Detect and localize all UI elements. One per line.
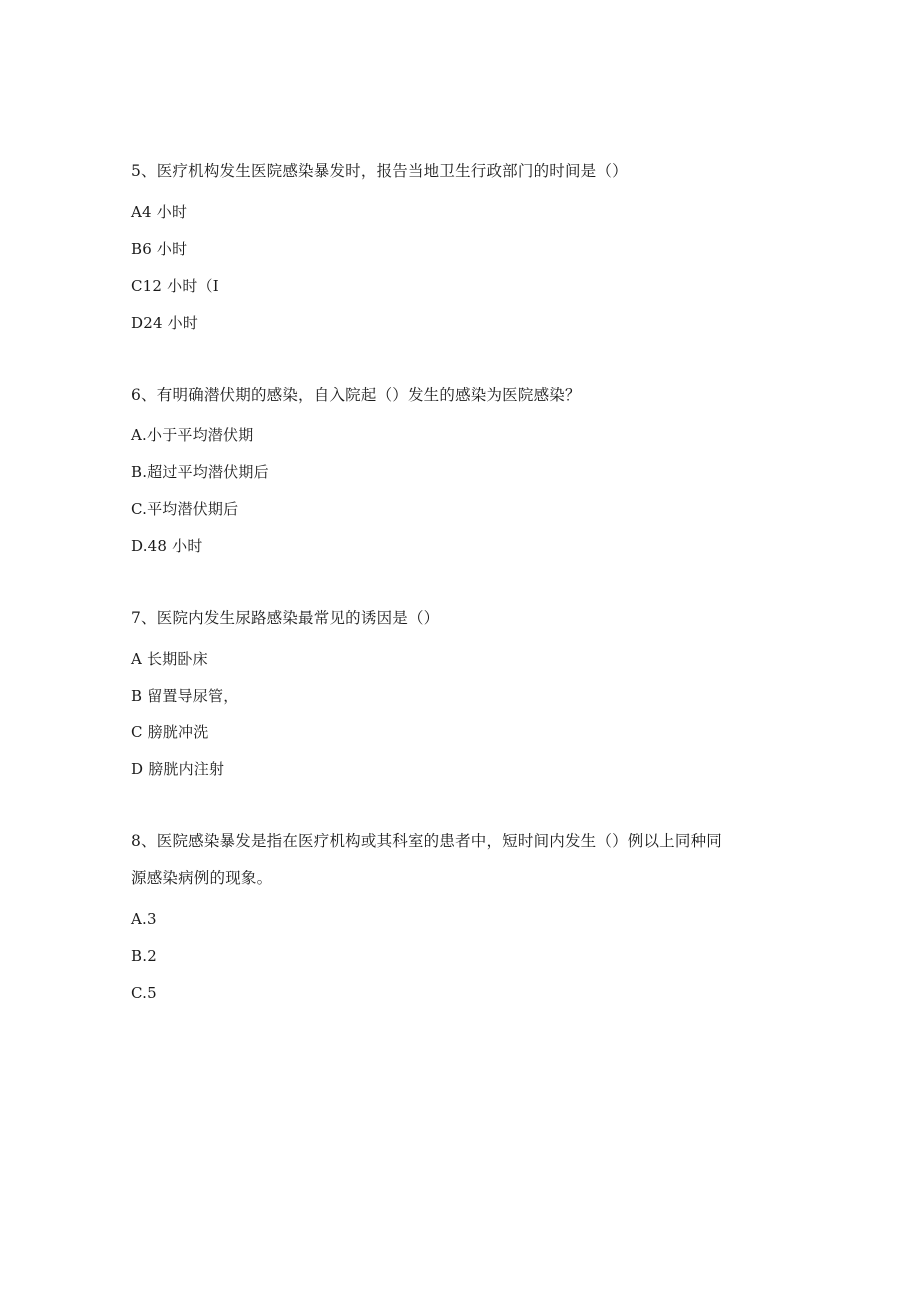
question-8-option-a: A.3 — [131, 910, 157, 928]
question-5-option-b: B6 小时 — [131, 240, 188, 258]
question-7-option-c: C 膀胱冲洗 — [131, 723, 209, 741]
question-5-option-c: C12 小时（I — [131, 277, 219, 295]
question-5-option-d: D24 小时 — [131, 314, 199, 332]
question-6-text: 6、有明确潜伏期的感染，自入院起（）发生的感染为医院感染？ — [131, 386, 581, 404]
question-5-option-a: A4 小时 — [131, 203, 188, 221]
question-7-option-a: A 长期卧床 — [131, 650, 208, 668]
question-6-option-c: C.平均潜伏期后 — [131, 500, 239, 518]
question-6-option-b: B.超过平均潜伏期后 — [131, 463, 269, 481]
question-8-option-c: C.5 — [131, 984, 157, 1002]
question-7-option-b: B 留置导尿管， — [131, 687, 239, 705]
question-8-text-line-1: 8、医院感染暴发是指在医疗机构或其科室的患者中，短时间内发生（）例以上同种同 — [131, 832, 722, 850]
question-6-option-d: D.48 小时 — [131, 537, 203, 555]
question-7-option-d: D 膀胱内注射 — [131, 760, 225, 778]
question-6-option-a: A.小于平均潜伏期 — [131, 426, 254, 444]
question-7-text: 7、医院内发生尿路感染最常见的诱因是（） — [131, 609, 440, 627]
question-5-text: 5、医疗机构发生医院感染暴发时，报告当地卫生行政部门的时间是（） — [131, 162, 628, 180]
question-8-text-line-2: 源感染病例的现象。 — [131, 869, 273, 887]
question-8-option-b: B.2 — [131, 947, 157, 965]
